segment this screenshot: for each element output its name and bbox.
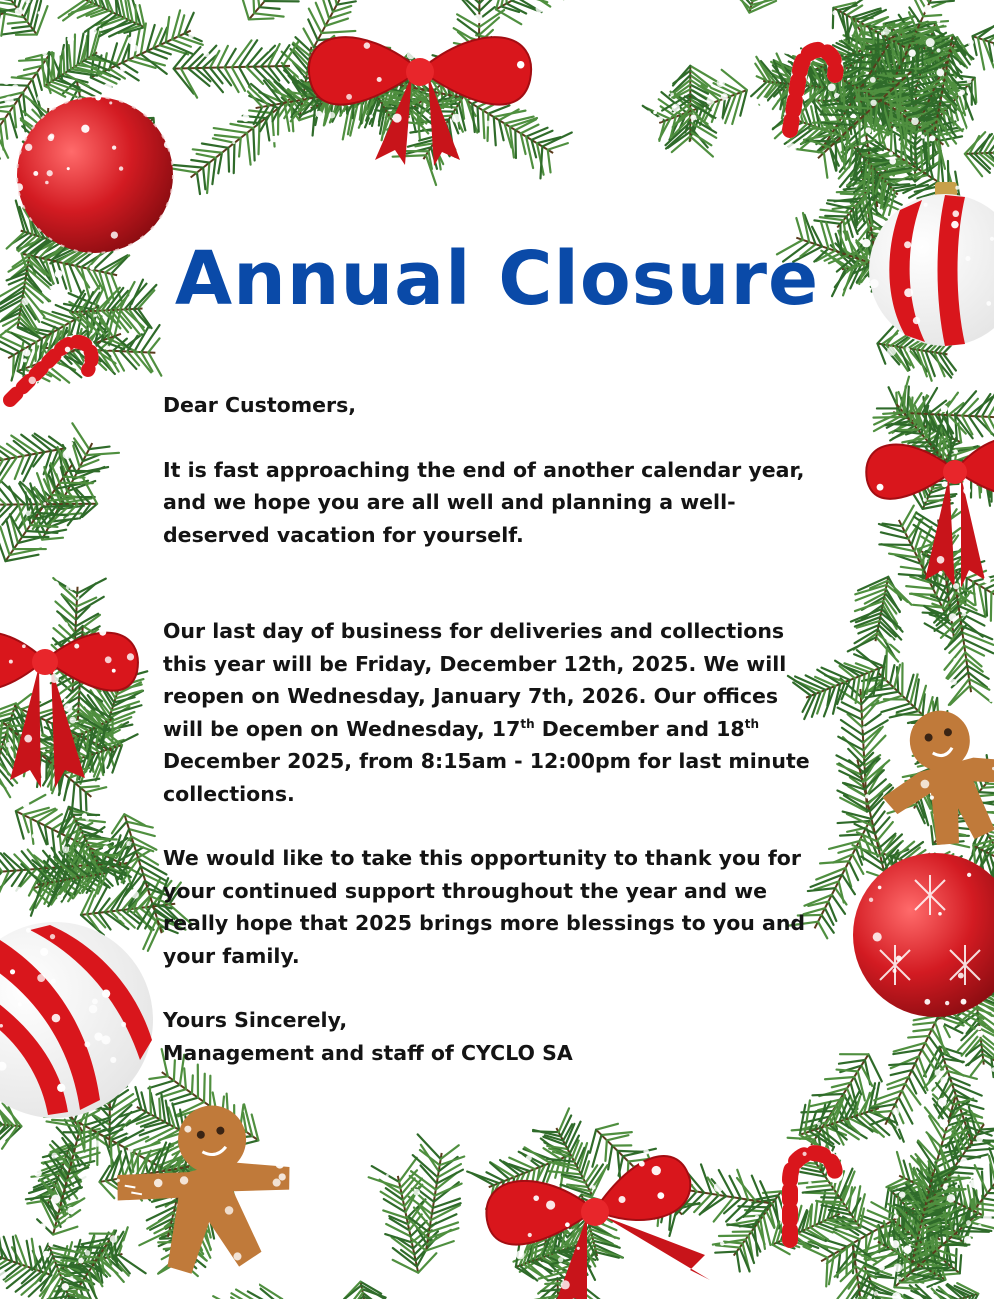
pine-needle [973,1140,994,1141]
pine-needle [908,1036,928,1038]
pine-needle [80,1256,98,1257]
pine-needle [913,1022,935,1024]
pine-needle [322,31,356,33]
pine-needle [979,792,994,794]
pine-needle [985,589,987,616]
pine-needle [590,1130,596,1153]
pine-needle [150,1087,151,1115]
pine-needle [8,22,27,24]
pine-needle [856,20,857,54]
pine-needle [897,1152,904,1178]
pine-needle [929,1,953,3]
pine-needle [879,70,913,71]
pine-needle [246,67,263,84]
pine-needle [253,0,254,13]
pine-needle [228,148,229,172]
pine-needle [820,217,844,220]
pine-needle [0,542,5,561]
pine-needle [891,130,892,152]
pine-needle [891,1070,912,1075]
pine-needle [938,150,940,182]
pine-needle [215,135,241,138]
pine-needle [900,45,902,74]
pine-needle [867,161,887,162]
pine-needle [825,216,846,217]
pine-needle [303,29,313,48]
pine-needle [873,167,874,196]
pine-needle [917,45,918,75]
pine-needle [191,160,209,163]
pine-needle [7,444,24,456]
pine-needle [827,1219,854,1220]
pine-needle [825,1077,854,1079]
pine-needle [623,1149,656,1156]
pine-needle [239,138,241,157]
pine-needle [732,92,741,124]
pine-needle [197,173,200,194]
pine-needle [232,67,245,91]
pine-needle [207,163,209,193]
pine-needle [51,495,77,497]
pine-needle [12,26,30,28]
pine-needle [259,7,279,9]
pine-needle [234,143,235,173]
pine-needle [135,30,140,57]
pine-needle [27,1241,32,1268]
pine-needle [913,1029,932,1031]
pine-needle [238,121,259,123]
pine-needle [64,477,85,478]
pine-needle [87,731,88,749]
pine-needle [103,723,104,745]
pine-needle [812,1094,843,1095]
pine-needle [247,133,251,165]
pine-needle [129,829,155,836]
pine-needle [84,1125,85,1147]
pine-needle [253,128,254,161]
pine-needle [955,1167,983,1169]
pine-needle [88,0,89,2]
pine-needle [879,544,911,545]
pine-needle [873,417,907,418]
pine-needle [256,0,260,7]
pine-needle [737,1252,740,1272]
pine-needle [5,119,8,139]
pine-needle [975,78,977,103]
pine-needle [835,1227,860,1228]
pine-needle [86,453,119,455]
pine-needle [931,826,933,844]
pine-needle [825,1240,847,1247]
pine-needle [823,1201,843,1202]
pine-needle [837,1070,858,1072]
pine-needle [962,399,978,416]
pine-needle [230,124,253,128]
pine-needle [30,818,33,844]
pine-needle [715,1252,736,1253]
pine-needle [900,81,901,110]
pine-needle [901,567,924,570]
pine-needle [337,1,356,4]
pine-needle [393,1260,418,1273]
pine-needle [899,1097,913,1123]
pine-needle [43,506,73,507]
pine-needle [63,51,64,74]
pine-needle [841,194,865,195]
pine-needle [111,1140,112,1167]
pine-needle [135,5,136,24]
pine-needle [722,70,747,90]
pine-needle [906,586,933,589]
pine-needle [259,123,260,154]
pine-needle [69,45,71,69]
pine-needle [149,1076,167,1079]
pine-needle [159,1099,160,1120]
pine-needle [36,342,37,361]
pine-needle [115,0,117,14]
pine-needle [916,1268,947,1269]
pine-needle [87,29,88,58]
pine-needle [16,795,46,811]
pine-needle [890,665,894,684]
pine-needle [67,38,68,71]
pine-needle [986,783,994,785]
pine-needle [973,36,977,55]
pine-needle [886,648,887,681]
pine-needle [197,154,216,158]
pine-needle [928,133,929,162]
pine-needle [859,89,860,114]
pine-needle [962,1156,980,1157]
pine-needle [26,1196,51,1199]
pine-needle [807,1185,831,1187]
pine-needle [821,1197,840,1198]
pine-needle [243,0,249,19]
pine-needle [607,1135,629,1140]
pine-needle [797,1181,828,1184]
pine-needle [889,387,902,415]
pine-needle [943,440,944,460]
pine-needle [864,25,865,48]
pine-needle [192,1075,193,1093]
pine-needle [202,143,228,147]
pine-needle [249,18,274,19]
pine-needle [12,77,33,79]
pine-needle [172,165,203,168]
pine-needle [716,1245,740,1247]
pine-needle [313,106,316,135]
pine-needle [910,594,936,595]
pine-needle [52,1120,74,1121]
pine-needle [906,118,907,146]
pine-needle [213,138,235,142]
pine-needle [52,829,55,860]
pine-needle [161,1094,165,1122]
pine-needle [254,13,283,16]
pine-needle [323,0,329,19]
pine-needle [851,84,852,104]
pine-needle [435,1184,462,1196]
pine-needle [991,593,992,621]
pine-needle [148,1081,173,1089]
pine-needle [883,413,903,414]
pine-needle [0,110,9,112]
pine-needle [960,1255,961,1273]
pine-needle [868,1054,881,1081]
pine-needle [814,1202,817,1226]
pine-needle [53,1227,77,1235]
pine-needle [184,1068,186,1089]
pine-needle [608,1146,612,1170]
pine-needle [842,136,845,169]
pine-needle [0,1234,2,1258]
pine-needle [833,8,834,28]
pine-needle [210,68,223,84]
pine-needle [894,1287,918,1289]
pine-needle [214,128,247,133]
pine-needle [856,98,883,99]
pine-needle [902,506,914,527]
pine-needle [74,34,75,67]
pine-needle [895,135,897,155]
pine-needle [13,355,14,376]
pine-needle [944,1059,964,1062]
pine-needle [841,118,859,120]
pine-needle [605,1140,606,1161]
pine-needle [896,393,897,414]
pine-needle [920,21,948,23]
pine-needle [40,718,43,736]
pine-needle [596,1124,618,1130]
pine-needle [48,52,49,84]
pine-needle [204,1074,205,1102]
pine-needle [75,1247,104,1248]
pine-needle [1,13,5,36]
pine-needle [203,168,205,190]
pine-needle [37,73,42,90]
pine-needle [127,351,139,365]
pine-needle [923,15,941,16]
pine-needle [824,153,827,178]
pine-needle [828,200,859,202]
pine-needle [68,471,99,472]
pine-needle [958,1231,989,1232]
pine-needle [14,105,16,127]
pine-needle [889,1063,915,1065]
pine-needle [89,447,109,450]
pine-needle [921,147,922,172]
pine-needle [956,1249,957,1270]
pine-needle [434,1182,459,1202]
pine-needle [212,158,215,184]
pine-needle [77,579,106,594]
pine-needle [193,149,222,152]
pine-needle [255,0,265,1]
pine-needle [393,155,426,156]
pine-needle [911,146,912,165]
